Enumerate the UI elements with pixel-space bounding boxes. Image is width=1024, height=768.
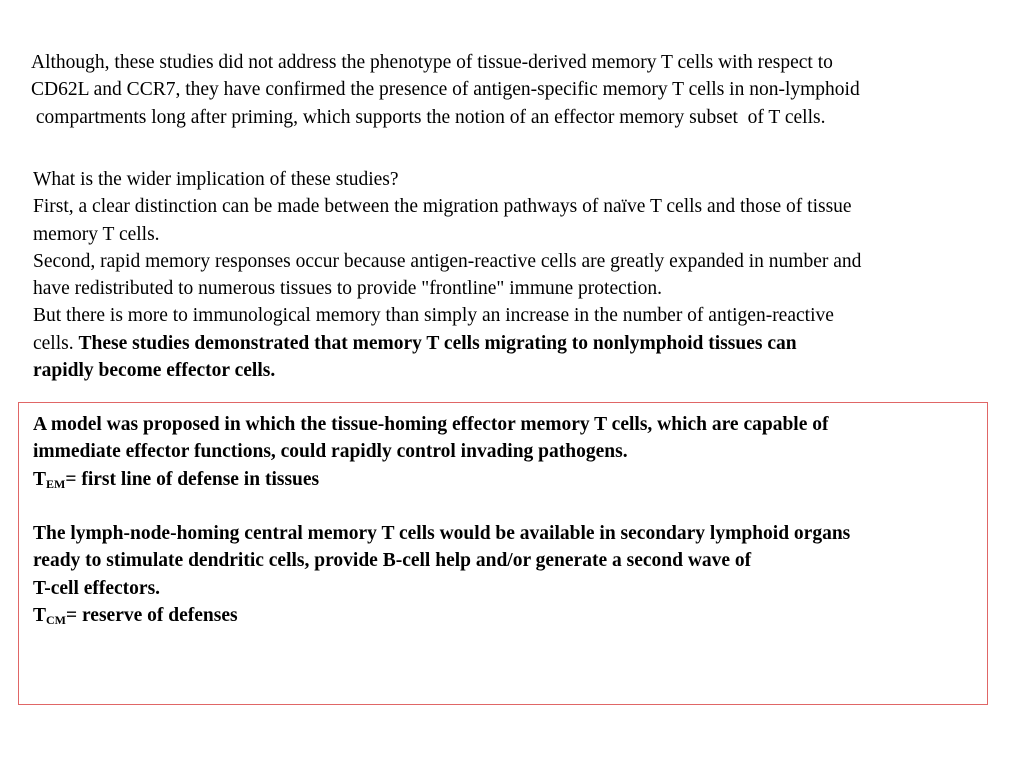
- text-normal: cells.: [33, 332, 79, 354]
- text-line: have redistributed to numerous tissues to provide "frontline" immune protection.: [33, 278, 662, 300]
- text-bold-emphasis: rapidly become effector cells.: [33, 360, 276, 382]
- text-line: T-cell effectors.: [33, 577, 161, 599]
- text-line: compartments long after priming, which supports the notion of an effector memory subset of T cells.: [31, 106, 826, 128]
- text-line: First, a clear distinction can be made between the migration pathways of naïve T cells and those of tissue: [33, 196, 852, 218]
- text-line: A model was proposed in which the tissue-homing effector memory T cells, which are capable of: [33, 414, 829, 435]
- text-line: CD62L and CCR7, they have confirmed the presence of antigen-specific memory T cells in non-lymphoid: [31, 79, 860, 101]
- text-line: Second, rapid memory responses occur because antigen-reactive cells are greatly expanded in number and: [33, 250, 862, 272]
- text-line: But there is more to immunological memory than simply an increase in the number of antigen-reactive: [33, 305, 834, 327]
- text-bold-emphasis: These studies demonstrated that memory T cells migrating to nonlymphoid tissues can: [78, 332, 797, 354]
- paragraph-implications: [33, 166, 861, 384]
- text-line: ready to stimulate dendritic cells, provide B-cell help and/or generate a second wave of: [33, 550, 752, 572]
- text-line: immediate effector functions, could rapidly control invading pathogens.: [33, 441, 628, 463]
- tcm-text: = reserve of defenses: [66, 605, 238, 627]
- paragraph-phenotype: [31, 49, 860, 131]
- text-line: memory T cells.: [33, 223, 160, 245]
- tcm-subscript: CM: [46, 613, 67, 628]
- tem-definition: [33, 466, 850, 493]
- tcm-definition: [33, 602, 850, 629]
- tem-subscript: EM: [46, 476, 66, 491]
- model-box-text: [33, 411, 850, 629]
- tem-text: = first line of defense in tissues: [65, 468, 320, 490]
- tem-letter: T: [33, 468, 47, 490]
- question-line: What is the wider implication of these studies?: [33, 169, 399, 190]
- text-line: The lymph-node-homing central memory T cells would be available in secondary lymphoid organs: [33, 523, 851, 545]
- text-line: Although, these studies did not address the phenotype of tissue-derived memory T cells with respect to: [31, 52, 833, 73]
- text-line: [33, 330, 861, 357]
- blank-line: [33, 493, 850, 520]
- tcm-letter: T: [33, 605, 47, 627]
